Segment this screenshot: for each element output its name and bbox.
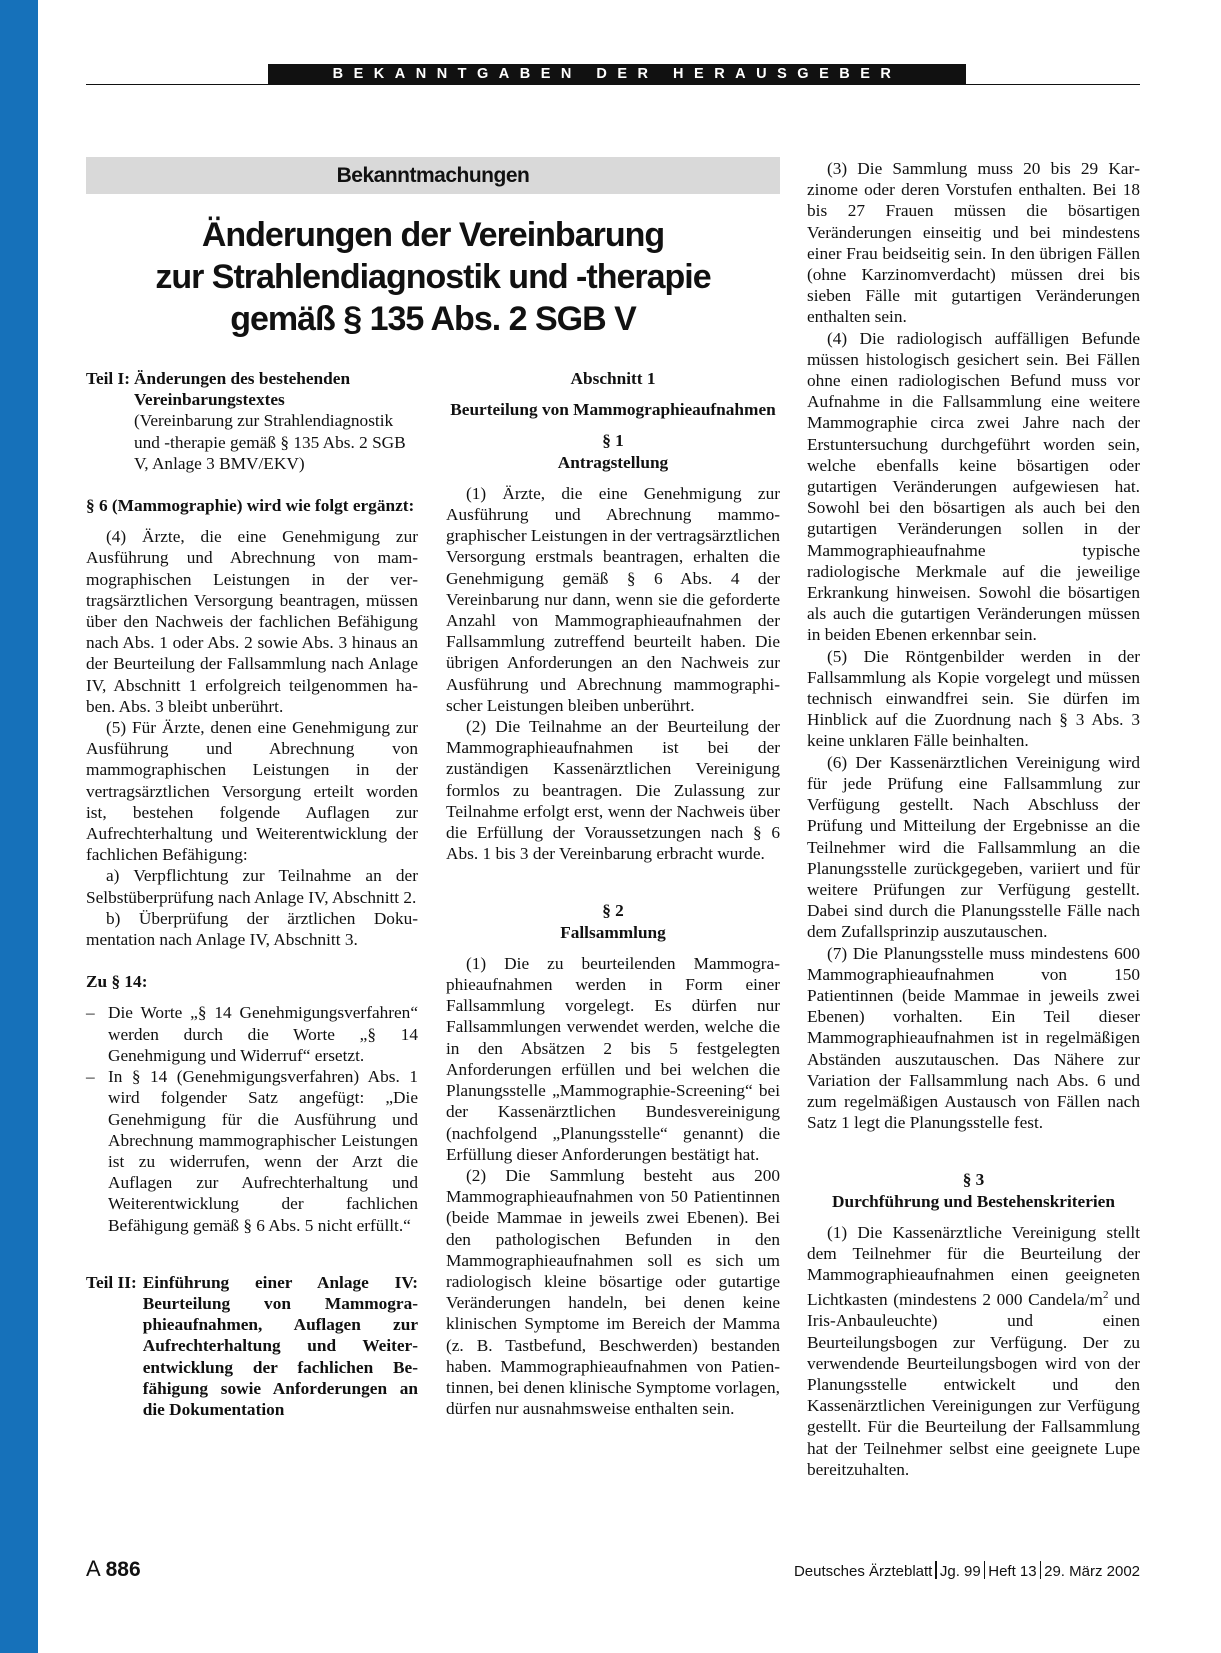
dash-marker: – — [86, 1003, 95, 1023]
page-number-value: 886 — [105, 1558, 141, 1581]
teil-1-label: Teil I: — [86, 369, 131, 388]
abschnitt-label: Abschnitt 1 — [570, 369, 656, 388]
s2-paragraph-6: (6) Der Kassenärztlichen Vereinigung wird für jede Prüfung eine Fallsammlung zur Verfügung gestellt. Nach Abschluss der Prüfung und Mitteilung der Ergebnisse an die Teilnehmer wird die Fallsammlung an die Planungsstelle zurückgegeben, variiert und für weitere Prüfungen zur Verfügung gestellt. Dabei sind durch die Planungsstelle Fälle nach dem Zufallsprinzip auszutauschen. — [807, 752, 1140, 942]
section-3-number: § 3 — [962, 1170, 985, 1190]
journal-footer — [794, 1561, 1140, 1580]
title-line-2: zur Strahlendiagnostik und -therapie — [155, 258, 711, 296]
paragraph-4: (4) Ärzte, die eine Genehmigung zur Ausführung und Abrechnung von mammographischen Leistungen in der vertragsärztlichen Versorgung beantragen, müssen über den Nachweis der fachlichen Befähigung nach Abs. 1 oder Abs. 2 sowie Abs. 3 hinaus an der Beurteilung der Fallsammlung nach Anlage IV, Abschnitt 1 erfolgreich teilgenommen haben. Abs. 3 bleibt unberührt. — [86, 527, 418, 716]
superscript: 2 — [1102, 1289, 1109, 1302]
article-title — [86, 214, 780, 340]
dash-item-1 — [86, 1002, 418, 1066]
s3-p1-part-b: und Iris-Anbauleuchte) und einen Beurteilungsbogen zur Verfügung. Der zu verwendende Beurteilungsbogen wird von der Planungsstelle entwickelt und den Kassenärztlichen Vereinigungen zur Verfügung gestellt. Für die Beurteilung der Fallsammlung hat der Teilnehmer selbst eine geeignete Lupe bereitzuhalten. — [807, 1290, 1140, 1479]
p6-heading: § 6 (Mammographie) wird wie folgt ergänzt: — [86, 496, 415, 516]
separator — [984, 1561, 986, 1579]
dash-marker: – — [86, 1067, 95, 1087]
page-number — [86, 1556, 141, 1582]
s2-paragraph-2: (2) Die Sammlung besteht aus 200 Mammographieaufnahmen von 50 Patientinnen (beide Mammae in jeweils zwei Ebenen). Bei den pathologischen Befunden in den Mammographieaufnahmen soll es sich um radiologisch kleine bösartige oder gutartige Veränderungen handeln, bei denen keine klinischen Symptome im Bereich der Mamma (z. B. Tastbefund, Beschwerden) bestanden haben. Mammographieaufnahmen von Patientinnen, bei denen klinische Symptome vorlagen, dürfen nur ausnahmsweise enthalten sein. — [446, 1165, 780, 1419]
journal-volume: Jg. 99 — [939, 1563, 981, 1580]
journal-name: Deutsches Ärzteblatt — [793, 1563, 933, 1580]
teil-1-heading: Änderungen des bestehenden Vereinbarungstextes — [134, 369, 351, 410]
s3-paragraph-1 — [807, 1222, 1140, 1480]
s2-paragraph-5: (5) Die Röntgenbilder werden in der Fallsammlung als Kopie vorgelegt und müssen technisch einwandfrei sein. Sie dürfen im Hinblick auf die Zuordnung nach § 3 Abs. 3 keine unklaren Fälle beinhalten. — [807, 646, 1140, 751]
dash-item-text: Die Worte „§ 14 Genehmigungsverfahren“ werden durch die Worte „§ 14 Genehmigung und Widerruf“ ersetzt. — [108, 1003, 418, 1065]
s2-paragraph-4: (4) Die radiologisch auffälligen Befunde müssen histologisch gesichert sein. Bei Fällen ohne einen radiologischen Befund muss vor Aufnahme in die Fallsammlung eine weitere Mammographie circa zwei Jahre nach der Erstuntersuchung durchgeführt worden sein, welche ebenfalls keine bösartigen oder gutartigen Veränderungen aufgewiesen hat. Sowohl bei den bösartigen als auch bei den gutartigen Veränderungen sollen in der Mammographieaufnahme typische radiologische Merkmale auf die jeweilige Erkrankung hinweisen. Sowohl die bösartigen als auch die gutartigen Veränderungen müssen in beiden Ebenen erkennbar sein. — [807, 328, 1140, 645]
journal-date: 29. März 2002 — [1044, 1563, 1140, 1580]
title-line-1: Änderungen der Vereinbarung — [201, 216, 665, 254]
header-rule — [86, 84, 1140, 85]
s1-paragraph-2: (2) Die Teilnahme an der Beurteilung der Mammographieaufnahmen ist bei der zuständigen Kassenärztlichen Vereinigung formlos zu beantragen. Die Zulassung zur Teilnahme erfolgt erst, wenn der Nachweis über die Erfüllung der Voraussetzungen nach § 6 Abs. 1 bis 3 der Vereinbarung erbracht wurde. — [446, 717, 780, 864]
kicker: Bekanntmachungen — [86, 157, 780, 194]
section-2-number: § 2 — [602, 901, 624, 921]
teil-2-label: Teil II: — [86, 1272, 137, 1292]
s2-paragraph-3: (3) Die Sammlung muss 20 bis 29 Karzinome oder deren Vorstufen enthalten. Bei 18 bis 27 Frauen müssen die bösartigen Veränderungen einseitig und bei mindestens einer Frau beidseitig sein. In den übrigen Fällen (ohne Karzinomverdacht) müssen drei bis sieben Fälle mit gutartigen Veränderungen enthalten sein. — [807, 159, 1140, 327]
separator — [1040, 1561, 1042, 1579]
page-prefix: A — [86, 1556, 100, 1581]
column-1 — [86, 368, 418, 1420]
teil-1 — [86, 368, 418, 474]
section-3-title: Durchführung und Bestehenskriterien — [832, 1191, 1115, 1211]
item-a: a) Verpflichtung zur Teilnahme an der Selbstüberprüfung nach Anlage IV, Abschnitt 2. — [86, 866, 418, 907]
item-b: b) Überprüfung der ärztlichen Dokumentation nach Anlage IV, Abschnitt 3. — [86, 908, 418, 950]
title-line-3: gemäß § 135 Abs. 2 SGB V — [230, 300, 636, 338]
teil-1-text: (Vereinbarung zur Strahlendiagnostik und -therapie gemäß § 135 Abs. 2 SGB V, Anlage 3 BMV/EKV) — [134, 411, 406, 473]
teil-2 — [86, 1272, 418, 1420]
abschnitt-title: Beurteilung von Mammographieaufnahmen — [450, 400, 776, 420]
section-2-title: Fallsammlung — [560, 922, 666, 942]
s2-paragraph-7: (7) Die Planungsstelle muss mindestens 600 Mammographieaufnahmen von 150 Patientinnen (beide Mammae in jeweils zwei Ebenen) vorhalten. Ein Teil dieser Mammographieaufnahmen ist in regelmäßigen Abständen auszutauschen. Das Nähere zur Variation der Fallsammlung nach Abs. 6 und zum regelmäßigen Austausch von Fällen nach Satz 1 legt die Planungsstelle fest. — [807, 943, 1140, 1133]
column-3 — [807, 158, 1140, 1480]
section-header: BEKANNTGABEN DER HERAUSGEBER — [268, 64, 966, 84]
separator — [935, 1561, 937, 1579]
section-1-title: Antragstellung — [557, 452, 669, 472]
dash-item-2 — [86, 1066, 418, 1236]
column-2 — [446, 368, 780, 1419]
zu-14-heading: Zu § 14: — [86, 972, 148, 992]
s2-paragraph-1: (1) Die zu beurteilenden Mammographieaufnahmen werden in Form einer Fallsammlung vorgelegt. Es dürfen nur Fallsammlungen verwendet werden, welche die in den Absätzen 2 bis 5 festgelegten Anforderungen erfüllen und bei welchen die Planungsstelle „Mammographie-Screening“ bei der Kassenärztlichen Bundesvereinigung (nachfolgend „Planungsstelle“ genannt) die Erfüllung dieser Anforderungen bestätigt hat. — [446, 953, 780, 1164]
teil-2-text: Einführung einer Anlage IV: Beurteilung von Mammographieaufnahmen, Auflagen zur Aufrechterhaltung und Weiterentwicklung der fachlichen Befähigung sowie Anforderungen an die Dokumentation — [142, 1272, 418, 1419]
s3-p1-part-a: (1) Die Kassenärztliche Vereinigung stellt dem Teilnehmer für die Beurteilung der Mammographieaufnahmen einen geeigneten Lichtkasten (mindestens 2 000 Candela/m — [807, 1222, 1140, 1310]
journal-issue: Heft 13 — [988, 1563, 1037, 1580]
section-1-number: § 1 — [602, 431, 624, 451]
dash-item-text: In § 14 (Genehmigungsverfahren) Abs. 1 wird folgender Satz angefügt: „Die Genehmigung für die Ausführung und Abrechnung mammographischer Leistungen ist zu widerrufen, wenn der Arzt die Auflagen zur Aufrechterhaltung und Weiterentwicklung der fachlichen Befähigung gemäß § 6 Abs. 5 nicht erfüllt.“ — [108, 1067, 418, 1235]
s1-paragraph-1: (1) Ärzte, die eine Genehmigung zur Ausführung und Abrechnung mammographischer Leistungen in der vertragsärztlichen Versorgung erstmals beantragen, erhalten die Genehmigung gemäß § 6 Abs. 4 der Vereinbarung nur dann, wenn sie die geforderte Anzahl von Mammographieaufnahmen der Fallsammlung zutreffend beurteilt haben. Die übrigen Anforderungen an den Nachweis zur Ausführung und Abrechnung mammographischer Leistungen bleiben unberührt. — [446, 483, 780, 715]
paragraph-5: (5) Für Ärzte, denen eine Genehmigung zur Ausführung und Abrechnung von mammographischen Leistungen in der vertragsärztlichen Versorgung erteilt worden ist, bestehen folgende Auflagen zur Aufrechterhaltung und Weiterentwicklung der fachlichen Befähigung: — [86, 718, 418, 865]
sidebar-color-bar — [0, 0, 38, 1653]
